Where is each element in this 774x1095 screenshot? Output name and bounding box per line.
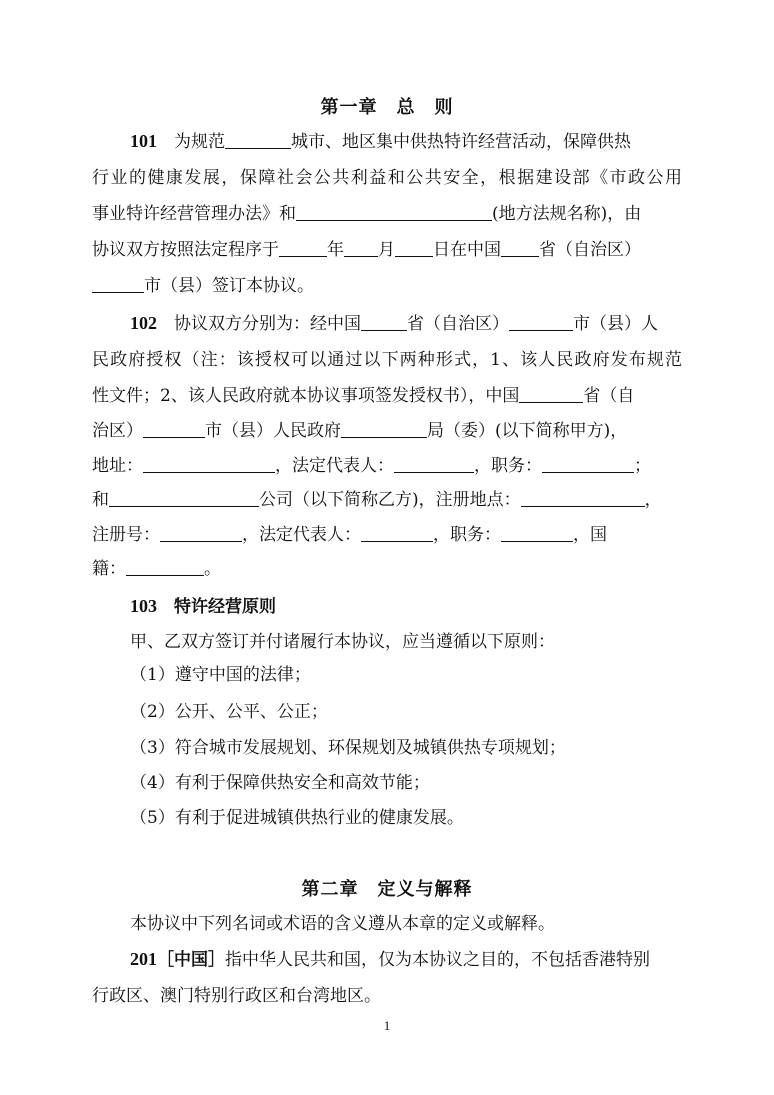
article-101-line-4: 协议双方按照法定程序于 年 月 日在中国 省（自治区） [92, 240, 641, 260]
article-103-intro: 甲、乙双方签订并付诸履行本协议，应当遵循以下原则： [130, 632, 555, 652]
principle-item: （3）符合城市发展规划、环保规划及城镇供热专项规划； [130, 738, 566, 758]
article-201-term: ［中国］ [157, 950, 225, 970]
blank-field [542, 458, 634, 473]
blank-field [143, 458, 275, 473]
principle-item: （4）有利于保障供热安全和高效节能； [130, 773, 430, 793]
blank-field [519, 388, 583, 403]
article-101-line-1: 101 为规范 城市、地区集中供热特许经营活动，保障供热 [130, 131, 631, 152]
article-102-line-6: 和 公司（以下简称乙方)，注册地点： ， [92, 490, 662, 510]
blank-field [394, 458, 474, 473]
blank-field [109, 492, 259, 507]
blank-field [521, 492, 645, 507]
article-101-line-5: 市（县）签订本协议。 [92, 271, 314, 296]
blank-field [361, 527, 433, 542]
article-102-line-2: 民政府授权（注：该授权可以通过以下两种形式，1、该人民政府发布规范 [92, 350, 682, 370]
article-201-number: 201 [130, 949, 157, 969]
article-102-line-8: 籍： 。 [92, 559, 221, 579]
page-number: 1 [383, 1018, 391, 1033]
article-101-line-3: 事业特许经营管理办法》和 (地方法规名称)，由 [92, 204, 642, 224]
blank-field [344, 242, 378, 257]
article-102-line-7: 注册号： ，法定代表人： ，职务： ，国 [92, 525, 607, 545]
blank-field [501, 527, 573, 542]
article-103-number: 103 [130, 596, 157, 616]
article-201-line-1: 201［中国］指中华人民共和国，仅为本协议之目的，不包括香港特别 [130, 949, 650, 970]
chapter-2-title: 第二章 定义与解释 [301, 879, 473, 900]
article-101-number: 101 [130, 131, 157, 151]
blank-field [279, 242, 327, 257]
chapter-1-title: 第一章 总 则 [320, 97, 454, 118]
article-102-line-4: 治区） 市（县）人民政府 局（委）(以下简称甲方)， [92, 421, 628, 441]
article-101-line-2: 行业的健康发展，保障社会公共利益和公共安全，根据建设部《市政公用 [92, 168, 682, 188]
blank-field [501, 242, 539, 257]
blank-field [509, 316, 573, 331]
article-201-line-2: 行政区、澳门特别行政区和台湾地区。 [92, 986, 381, 1006]
blank-field [143, 423, 205, 438]
article-103-heading: 103 特许经营原则 [130, 596, 276, 617]
chapter-2-intro: 本协议中下列名词或术语的含义遵从本章的定义或解释。 [130, 914, 555, 934]
article-102-line-3: 性文件；2、该人民政府就本协议事项签发授权书），中国 省（自 [92, 386, 635, 406]
principle-item: （5）有利于促进城镇供热行业的健康发展。 [130, 808, 464, 828]
blank-field [92, 278, 144, 293]
blank-field [361, 316, 407, 331]
principle-item: （2）公开、公平、公正； [130, 702, 328, 722]
blank-field [160, 527, 242, 542]
article-102-line-1: 102 协议双方分别为：经中国 省（自治区） 市（县）人 [130, 313, 658, 334]
blank-field [341, 423, 427, 438]
blank-field [225, 134, 291, 149]
article-102-line-5: 地址： ，法定代表人： ，职务： ； [92, 456, 651, 476]
blank-field [395, 242, 433, 257]
blank-field [296, 206, 492, 221]
principle-item: （1）遵守中国的法律； [130, 665, 311, 685]
blank-field [126, 561, 204, 576]
article-102-number: 102 [130, 313, 157, 333]
